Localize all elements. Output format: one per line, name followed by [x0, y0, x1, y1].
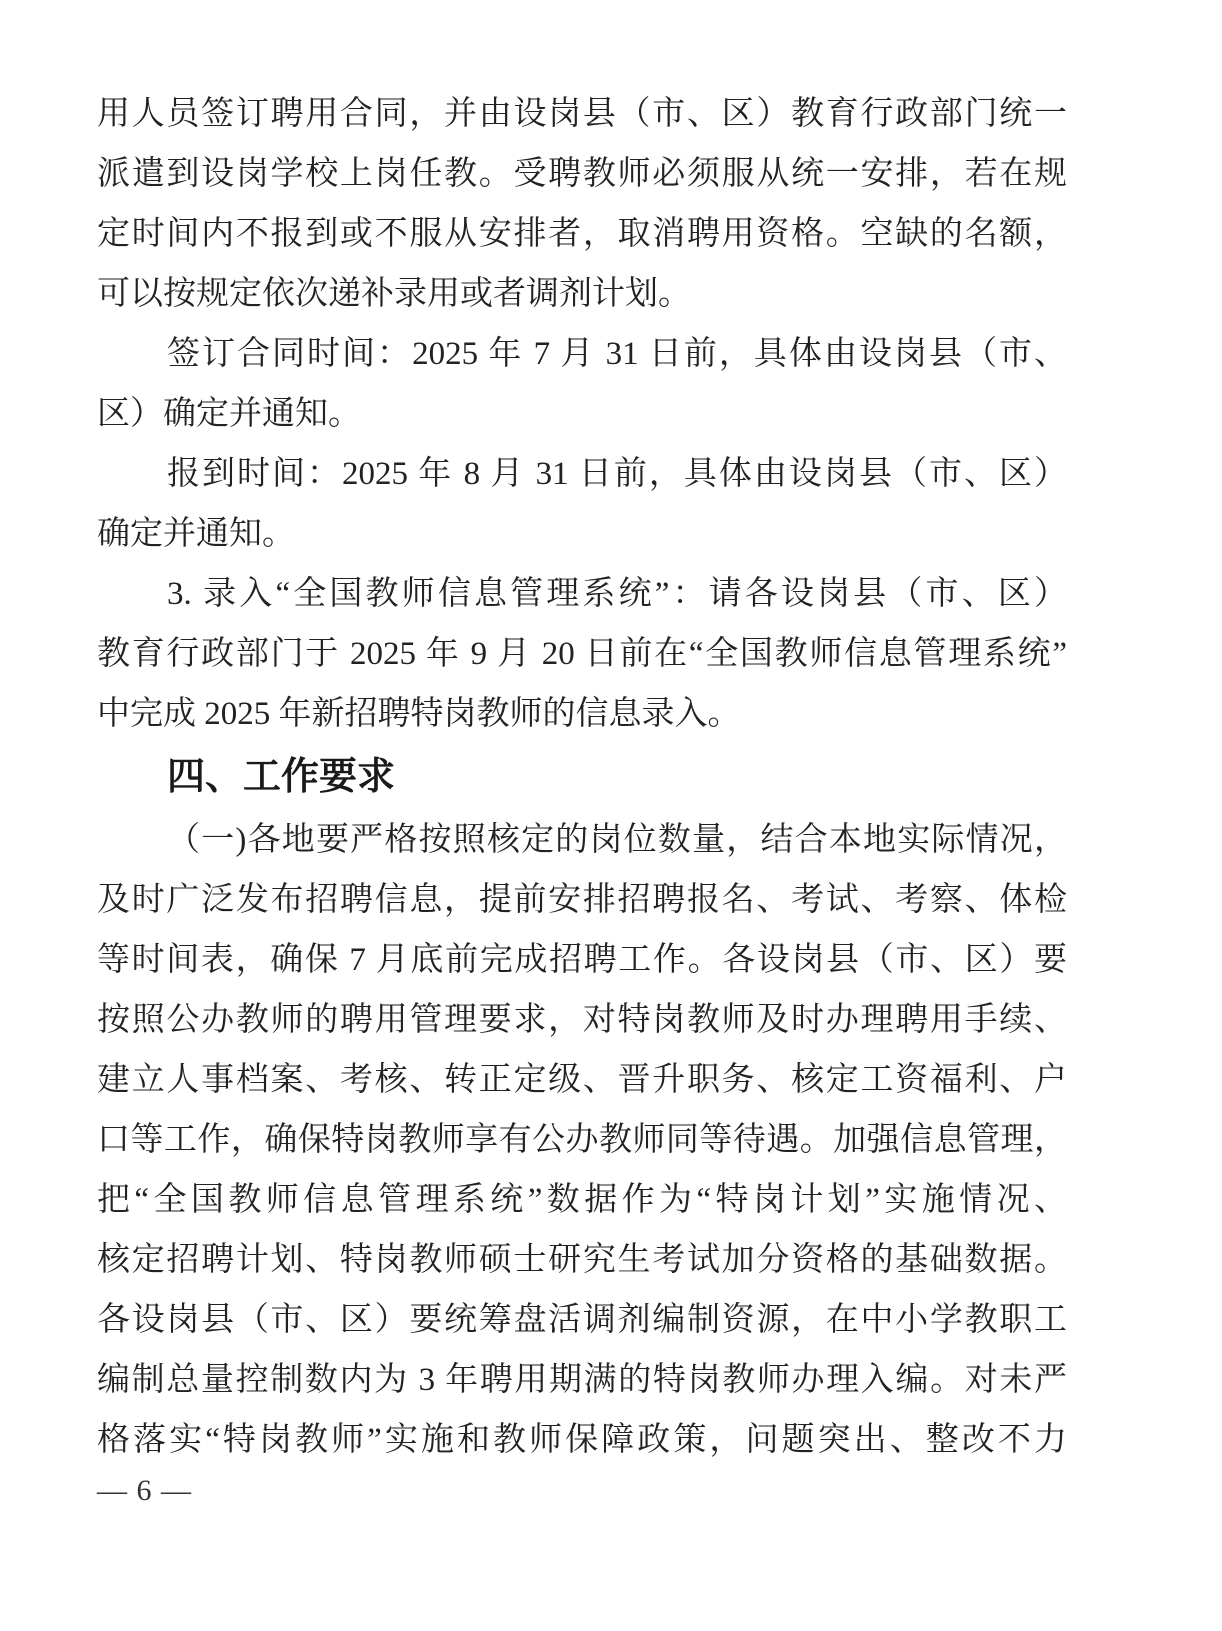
text-line: 确定并通知。 [97, 516, 295, 552]
paragraph [97, 324, 1067, 444]
text-line: 及时广泛发布招聘信息，提前安排招聘报名、考试、考察、体检 [97, 882, 1067, 918]
text-line: 可以按规定依次递补录用或者调剂计划。 [97, 276, 691, 312]
paragraph [97, 810, 1067, 1470]
paragraph [97, 84, 1067, 324]
text-line: 格落实“特岗教师”实施和教师保障政策，问题突出、整改不力 [97, 1422, 1067, 1458]
paragraph [97, 564, 1067, 744]
text-line: 报到时间：2025 年 8 月 31 日前，具体由设岗县（市、区） [167, 456, 1067, 492]
text-line: 编制总量控制数内为 3 年聘用期满的特岗教师办理入编。对未严 [97, 1362, 1067, 1398]
text-line: 区）确定并通知。 [97, 396, 361, 432]
text-line: 教育行政部门于 2025 年 9 月 20 日前在“全国教师信息管理系统” [97, 636, 1067, 672]
text-line: 核定招聘计划、特岗教师硕士研究生考试加分资格的基础数据。 [97, 1242, 1067, 1278]
section-heading: 四、工作要求 [167, 756, 396, 798]
text-line: 用人员签订聘用合同，并由设岗县（市、区）教育行政部门统一 [97, 96, 1067, 132]
document-body [97, 84, 1067, 1470]
text-line: 3. 录入“全国教师信息管理系统”：请各设岗县（市、区） [167, 576, 1067, 612]
text-line: 把“全国教师信息管理系统”数据作为“特岗计划”实施情况、 [97, 1182, 1067, 1218]
page-number: — 6 — [97, 1474, 192, 1507]
text-line: 签订合同时间：2025 年 7 月 31 日前，具体由设岗县（市、 [167, 336, 1067, 372]
text-line: 各设岗县（市、区）要统筹盘活调剂编制资源，在中小学教职工 [97, 1302, 1067, 1338]
text-line: 按照公办教师的聘用管理要求，对特岗教师及时办理聘用手续、 [97, 1002, 1067, 1038]
paragraph [97, 444, 1067, 564]
text-line: （一)各地要严格按照核定的岗位数量，结合本地实际情况， [167, 822, 1067, 858]
text-line: 建立人事档案、考核、转正定级、晋升职务、核定工资福利、户 [97, 1062, 1067, 1098]
text-line: 定时间内不报到或不服从安排者，取消聘用资格。空缺的名额， [97, 216, 1067, 252]
text-line: 口等工作，确保特岗教师享有公办教师同等待遇。加强信息管理， [97, 1122, 1067, 1158]
text-line: 派遣到设岗学校上岗任教。受聘教师必须服从统一安排，若在规 [97, 156, 1067, 192]
text-line: 等时间表，确保 7 月底前完成招聘工作。各设岗县（市、区）要 [97, 942, 1067, 978]
text-line: 中完成 2025 年新招聘特岗教师的信息录入。 [97, 696, 741, 732]
